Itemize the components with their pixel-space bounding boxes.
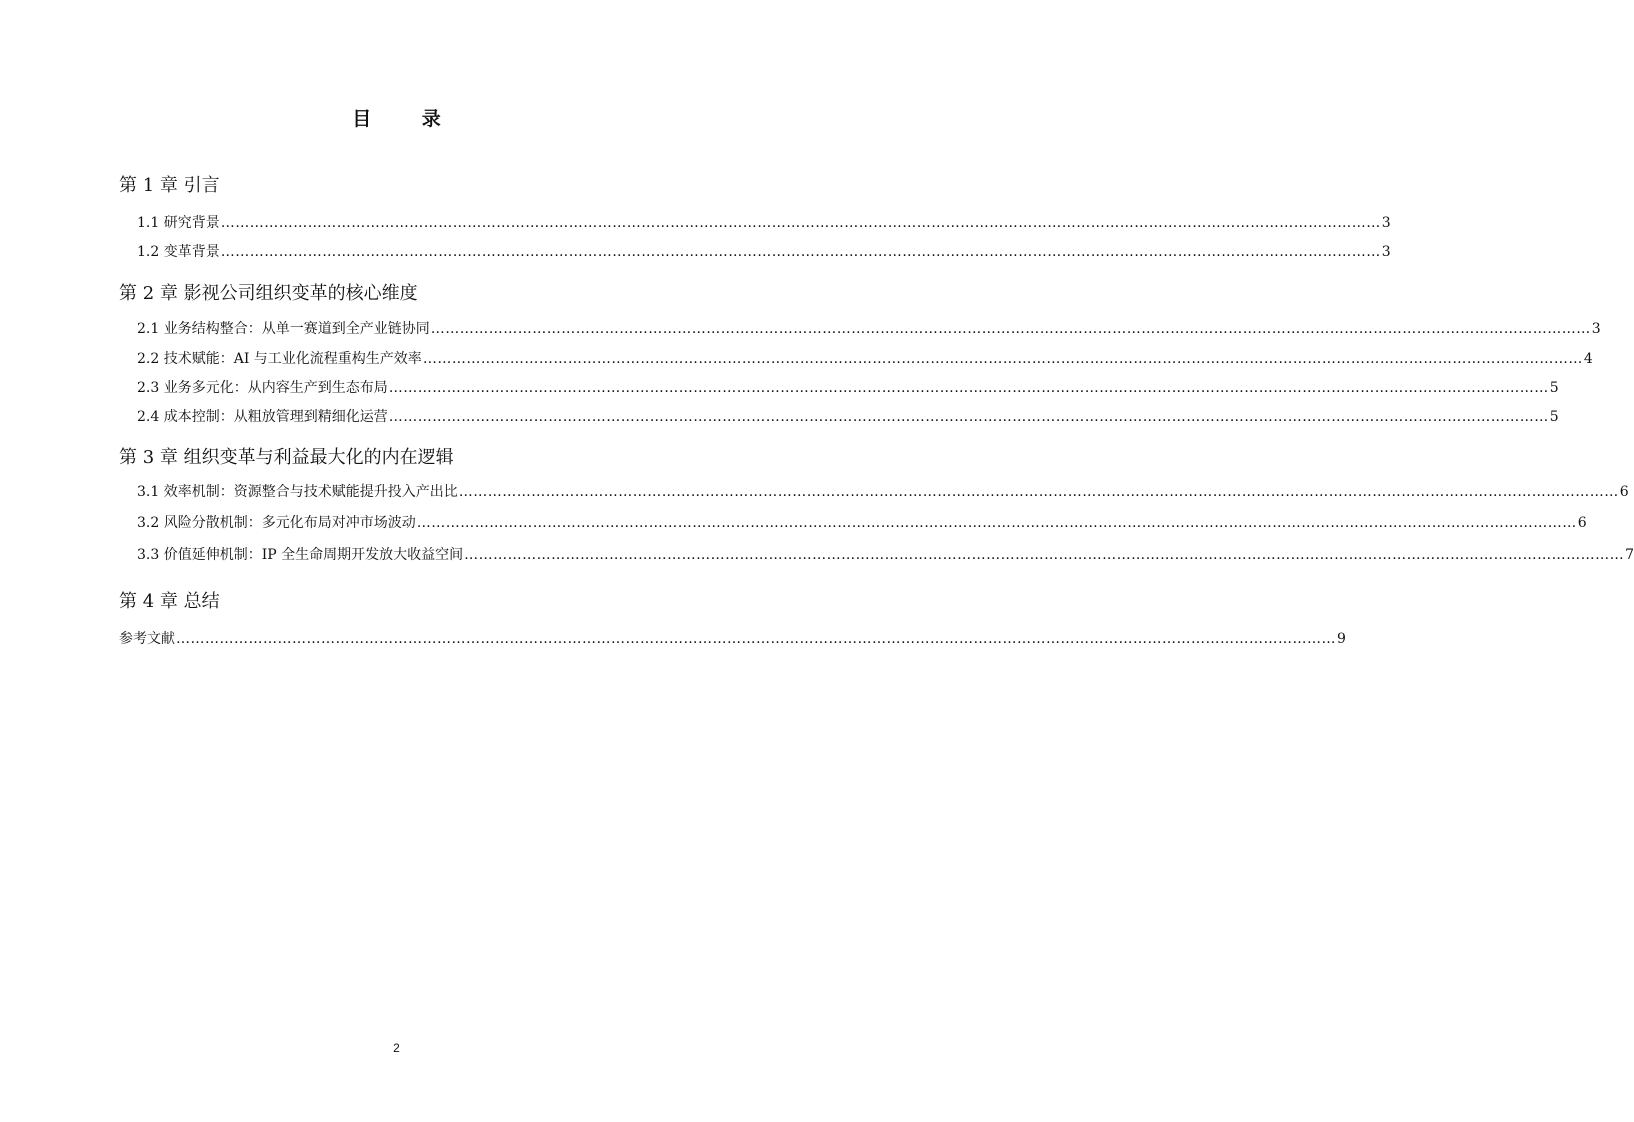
toc-entry-page: 3 bbox=[1591, 321, 1601, 337]
toc-entry-page: 6 bbox=[1577, 515, 1587, 531]
toc-entry[interactable] bbox=[137, 348, 1593, 368]
toc-entry[interactable] bbox=[137, 544, 1634, 564]
toc-entry-label: 3.2 风险分散机制：多元化布局对冲市场波动 bbox=[137, 515, 416, 531]
dot-leader: …………………………………………………………………………………………………………………………………………………………………………………………………………………… bbox=[220, 244, 1381, 260]
chapter-3-heading: 第 3 章 组织变革与利益最大化的内在逻辑 bbox=[119, 447, 454, 468]
toc-entry-label: 2.2 技术赋能：AI 与工业化流程重构生产效率 bbox=[137, 351, 422, 367]
toc-entry-page: 7 bbox=[1625, 547, 1634, 563]
toc-entry-label: 1.1 研究背景 bbox=[137, 215, 220, 231]
toc-entry-label: 2.3 业务多元化：从内容生产到生态布局 bbox=[137, 380, 388, 396]
dot-leader: …………………………………………………………………………………………………………………………………………………………………………………………………………………… bbox=[416, 515, 1577, 531]
dot-leader: …………………………………………………………………………………………………………………………………………………………………………………………………………………… bbox=[458, 484, 1619, 500]
chapter-4-heading: 第 4 章 总结 bbox=[119, 591, 220, 612]
toc-entry-label: 2.1 业务结构整合：从单一赛道到全产业链协同 bbox=[137, 321, 430, 337]
toc-title: 目 录 bbox=[352, 108, 463, 130]
toc-entry[interactable] bbox=[137, 406, 1559, 426]
toc-entry[interactable] bbox=[137, 377, 1559, 397]
toc-entry-label: 1.2 变革背景 bbox=[137, 244, 220, 260]
toc-entry[interactable] bbox=[137, 481, 1629, 501]
chapter-1-heading: 第 1 章 引言 bbox=[119, 175, 220, 196]
toc-entry[interactable] bbox=[137, 318, 1601, 338]
toc-entry-page: 9 bbox=[1337, 631, 1346, 647]
toc-entry-page: 3 bbox=[1381, 215, 1391, 231]
toc-entry[interactable] bbox=[137, 241, 1391, 261]
toc-entry-page: 5 bbox=[1549, 380, 1559, 396]
dot-leader: …………………………………………………………………………………………………………………………………………………………………………………………………………………… bbox=[422, 351, 1583, 367]
toc-entry-label: 2.4 成本控制：从粗放管理到精细化运营 bbox=[137, 409, 388, 425]
toc-entry[interactable] bbox=[137, 212, 1391, 232]
toc-entry-page: 3 bbox=[1381, 244, 1391, 260]
dot-leader: …………………………………………………………………………………………………………………………………………………………………………………………………………………… bbox=[430, 321, 1591, 337]
toc-entry-references[interactable] bbox=[119, 628, 1346, 648]
toc-entry-label: 3.3 价值延伸机制：IP 全生命周期开发放大收益空间 bbox=[137, 547, 464, 563]
dot-leader: …………………………………………………………………………………………………………………………………………………………………………………………………………………… bbox=[176, 631, 1336, 647]
dot-leader: …………………………………………………………………………………………………………………………………………………………………………………………………………………… bbox=[388, 409, 1549, 425]
toc-entry-label: 参考文献 bbox=[119, 631, 175, 647]
toc-entry[interactable] bbox=[137, 512, 1587, 532]
toc-entry-page: 5 bbox=[1549, 409, 1559, 425]
page-number: 2 bbox=[393, 1041, 400, 1055]
chapter-2-heading: 第 2 章 影视公司组织变革的核心维度 bbox=[119, 283, 418, 304]
toc-entry-label: 3.1 效率机制：资源整合与技术赋能提升投入产出比 bbox=[137, 484, 458, 500]
dot-leader: …………………………………………………………………………………………………………………………………………………………………………………………………………………… bbox=[464, 547, 1625, 563]
dot-leader: …………………………………………………………………………………………………………………………………………………………………………………………………………………… bbox=[388, 380, 1549, 396]
toc-entry-page: 4 bbox=[1583, 351, 1593, 367]
dot-leader: …………………………………………………………………………………………………………………………………………………………………………………………………………………… bbox=[220, 215, 1381, 231]
toc-entry-page: 6 bbox=[1619, 484, 1629, 500]
